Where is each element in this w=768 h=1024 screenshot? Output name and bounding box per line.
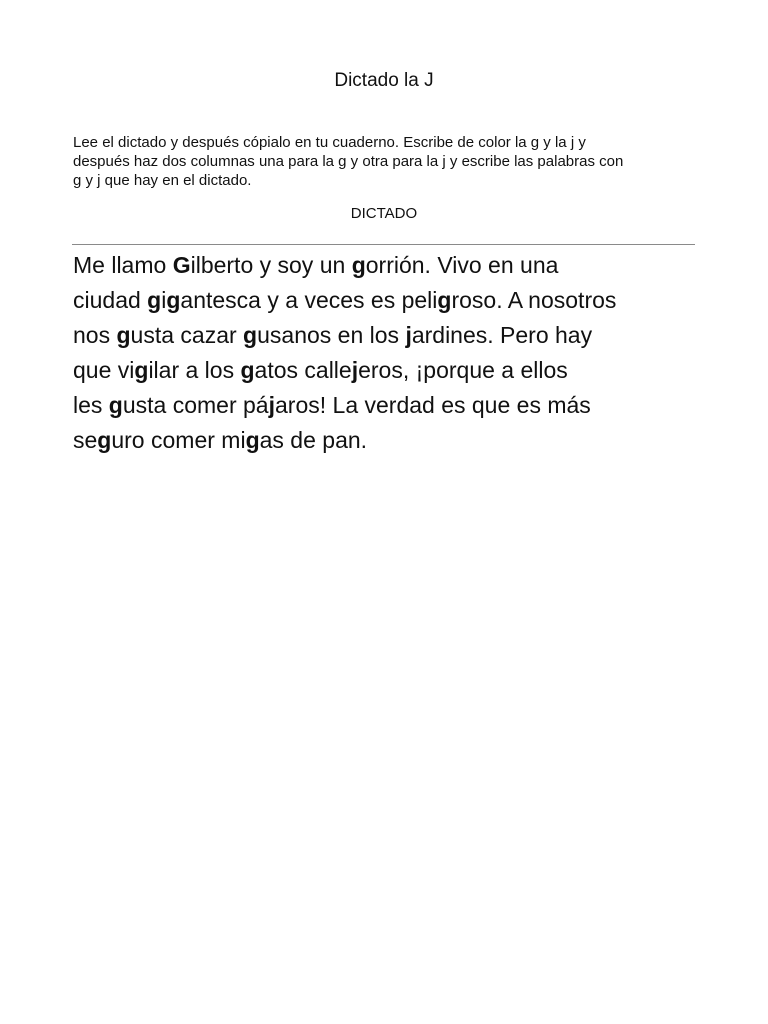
dictation-segment: Me llamo <box>73 252 173 278</box>
instructions-paragraph <box>73 133 703 190</box>
highlighted-letter: g <box>108 392 123 418</box>
dictation-segment: as de pan. <box>259 427 368 453</box>
highlighted-letter: g <box>116 322 131 348</box>
dictation-line <box>73 353 703 388</box>
dictation-segment: les <box>73 392 109 418</box>
section-heading: DICTADO <box>350 205 418 222</box>
dictation-segment: usta cazar <box>130 322 244 348</box>
dictation-segment: se <box>73 427 98 453</box>
highlighted-letter: g <box>437 287 452 313</box>
dictation-segment: usanos en los <box>257 322 406 348</box>
highlighted-letter: g <box>97 427 112 453</box>
instructions-line: Lee el dictado y después cópialo en tu cuaderno. Escribe de color la g y la j y <box>73 134 586 151</box>
highlighted-letter: g <box>245 427 260 453</box>
instructions-line: después haz dos columnas una para la g y otra para la j y escribe las palabras con <box>73 153 624 170</box>
highlighted-letter: j <box>268 392 275 418</box>
highlighted-letter: j <box>405 322 412 348</box>
dictation-segment: ardines. Pero hay <box>411 322 593 348</box>
dictation-segment: uro comer mi <box>111 427 246 453</box>
dictation-segment: usta comer pá <box>122 392 269 418</box>
dictation-line <box>73 423 703 458</box>
dictation-segment: nos <box>73 322 117 348</box>
dictation-segment: que vi <box>73 357 135 383</box>
instructions-line: g y j que hay en el dictado. <box>73 172 252 189</box>
dictation-segment: ciudad <box>73 287 148 313</box>
highlighted-letter: g <box>240 357 255 383</box>
highlighted-letter: G <box>172 252 191 278</box>
highlighted-letter: g <box>134 357 149 383</box>
dictation-segment: roso. A nosotros <box>451 287 617 313</box>
dictation-line <box>73 318 703 353</box>
page-title: Dictado la J <box>334 70 434 91</box>
highlighted-letter: g <box>243 322 258 348</box>
highlighted-letter: g <box>166 287 181 313</box>
dictation-segment: aros! La verdad es que es más <box>275 392 591 418</box>
highlighted-letter: j <box>351 357 359 383</box>
dictation-line <box>73 283 703 318</box>
dictation-segment: eros, ¡porque a ellos <box>358 357 568 383</box>
dictation-text <box>73 248 703 458</box>
dictation-segment: orrión. Vivo en una <box>365 252 559 278</box>
dictation-line <box>73 248 703 283</box>
dictation-segment: i <box>161 287 167 313</box>
dictation-segment: antesca y a veces es peli <box>180 287 438 313</box>
dictation-segment: ilar a los <box>148 357 241 383</box>
dictation-segment: atos calle <box>254 357 352 383</box>
highlighted-letter: g <box>147 287 162 313</box>
dictation-segment: ilberto y soy un <box>190 252 352 278</box>
divider <box>72 244 695 245</box>
dictation-line <box>73 388 703 423</box>
highlighted-letter: g <box>351 252 366 278</box>
